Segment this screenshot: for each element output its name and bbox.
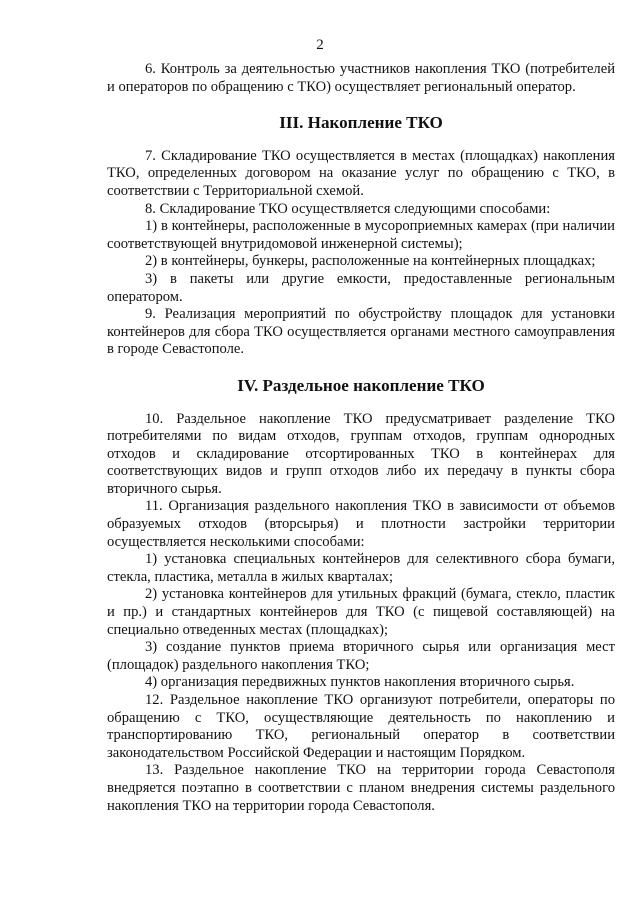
paragraph: 6. Контроль за деятельностью участников накопления ТКО (потребителей и операторов по обращению с ТКО) осуществляет региональный оператор.: [107, 61, 615, 95]
paragraph: 9. Реализация мероприятий по обустройству площадок для установки контейнеров для сбора ТКО осуществляется органами местного самоуправления в городе Севастополе.: [107, 306, 615, 358]
document-body: [107, 61, 615, 815]
paragraph: 11. Организация раздельного накопления ТКО в зависимости от объемов образуемых отходов (вторсырья) и плотности застройки территории осуществляется несколькими способами:: [107, 498, 615, 550]
paragraph: 2) установка контейнеров для утильных фракций (бумага, стекло, пластик и пр.) и стандартных контейнеров для ТКО (с пищевой составляющей) на специально отведенных местах (площадках);: [107, 586, 615, 638]
paragraph: 7. Складирование ТКО осуществляется в местах (площадках) накопления ТКО, определенных договором на оказание услуг по обращению с ТКО, в соответствии с Территориальной схемой.: [107, 147, 615, 199]
paragraph: 10. Раздельное накопление ТКО предусматривает разделение ТКО потребителями по видам отходов, группам отходов, группам однородных отходов и складирование отсортированных ТКО в контейнерах для соответствующих видов и групп отходов либо их передачу в пункты сбора вторичного сырья.: [107, 410, 615, 497]
page-number: 2: [316, 37, 324, 53]
paragraph: 13. Раздельное накопление ТКО на территории города Севастополя внедряется поэтапно в соответствии с планом внедрения системы раздельного накопления ТКО на территории города Севастополя.: [107, 762, 615, 814]
paragraph: 12. Раздельное накопление ТКО организуют потребители, операторы по обращению с ТКО, осуществляющие деятельность по накоплению и транспортированию ТКО, региональный оператор в соответствии законодательством Российской Федерации и настоящим Порядком.: [107, 692, 615, 761]
paragraph: 8. Складирование ТКО осуществляется следующими способами:: [145, 200, 551, 217]
section-heading: III. Накопление ТКО: [279, 113, 443, 133]
paragraph: 4) организация передвижных пунктов накопления вторичного сырья.: [145, 674, 575, 691]
paragraph: 1) установка специальных контейнеров для селективного сбора бумаги, стекла, пластика, металла в жилых кварталах;: [107, 551, 615, 585]
paragraph: 3) создание пунктов приема вторичного сырья или организация мест (площадок) раздельного накопления ТКО;: [107, 639, 615, 673]
paragraph: 2) в контейнеры, бункеры, расположенные на контейнерных площадках;: [145, 253, 596, 270]
section-heading: IV. Раздельное накопление ТКО: [237, 375, 485, 395]
paragraph: 3) в пакеты или другие емкости, предоставленные региональным оператором.: [107, 270, 615, 305]
paragraph: 1) в контейнеры, расположенные в мусороприемных камерах (при наличии соответствующей внутридомовой инженерной системы);: [107, 218, 615, 252]
